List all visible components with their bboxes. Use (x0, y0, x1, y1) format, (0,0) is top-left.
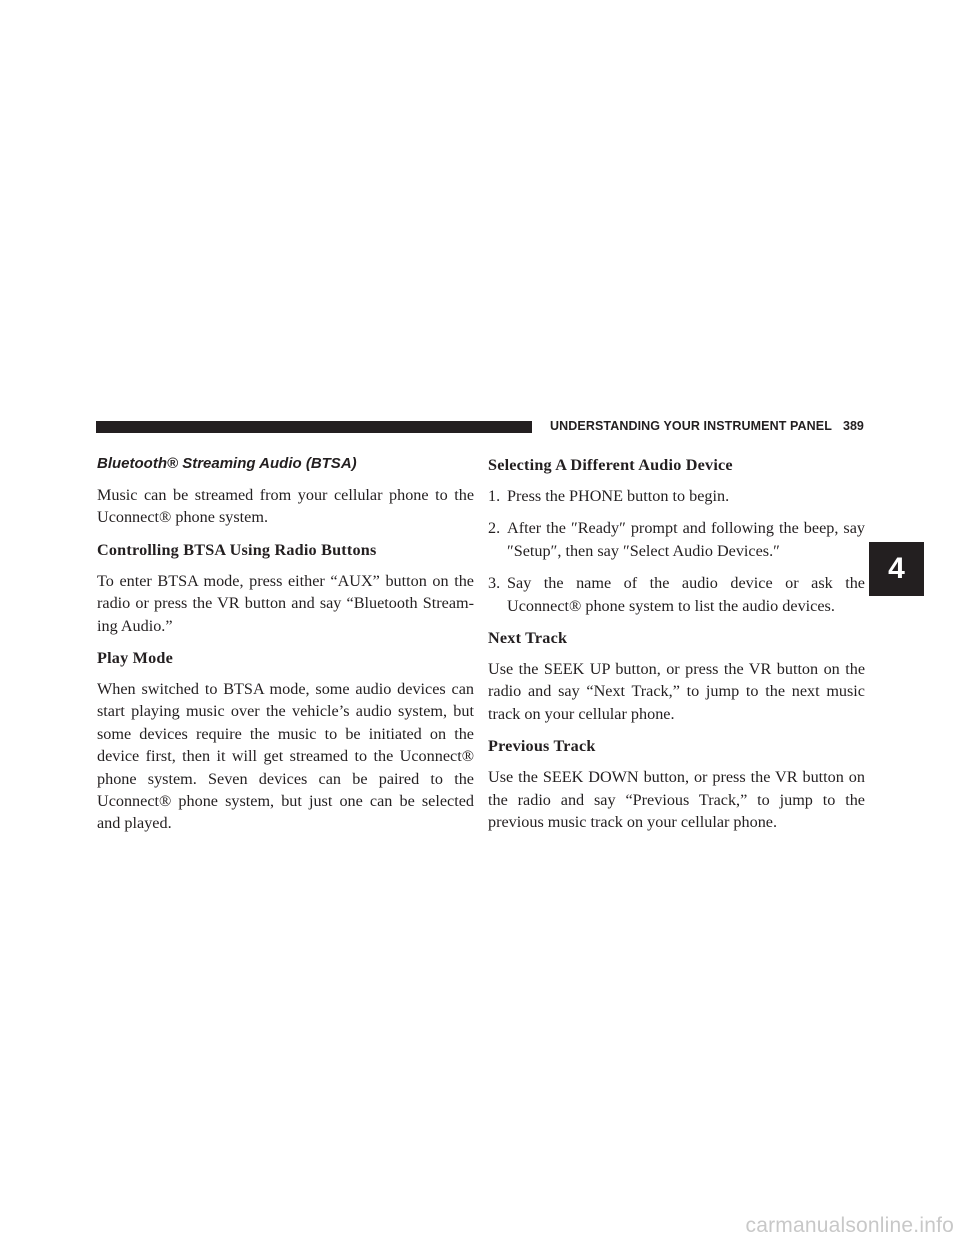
right-column (488, 454, 865, 843)
previous-track-paragraph: Use the SEEK DOWN button, or press the VR button on the radio and say “Previous Track,” to jump to the previous music track on your cellular phone. (488, 768, 865, 832)
play-mode-paragraph: When switched to BTSA mode, some audio devices can start playing music over the vehicle’s audio system, but some devices require the music to be initiated on the device first, then it will get streamed to the Uconnect® phone system. Seven devices can be paired to the Uconnect® phone system, but just one can be selected and played. (97, 680, 474, 833)
left-column (97, 454, 474, 845)
subheading-play-mode: Play Mode (97, 649, 173, 668)
header-rule (96, 421, 532, 433)
list-item (488, 517, 865, 562)
subheading-selecting-device: Selecting A Different Audio Device (488, 456, 733, 474)
step-text: Say the name of the audio device or ask the Uconnect® phone system to list the audio devices. (507, 574, 865, 615)
step-text: Press the PHONE button to begin. (507, 487, 730, 505)
controlling-paragraph: To enter BTSA mode, press either “AUX” button on the radio or press the VR button and say “Bluetooth Stream-ing Audio.” (97, 571, 474, 635)
list-item (488, 485, 865, 507)
intro-paragraph: Music can be streamed from your cellular phone to the Uconnect® phone system. (97, 486, 474, 527)
next-track-paragraph: Use the SEEK UP button, or press the VR button on the radio and say “Next Track,” to jump to the next music track on your cellular phone. (488, 660, 865, 723)
page-number: 389 (843, 419, 864, 433)
chapter-tab: 4 (869, 542, 924, 596)
step-text: After the ″Ready″ prompt and following the beep, say ″Setup″, then say ″Select Audio Devices.″ (507, 519, 865, 560)
subheading-previous-track: Previous Track (488, 737, 596, 756)
step-number: 1. (488, 487, 501, 505)
subheading-controlling-btsa: Controlling BTSA Using Radio Buttons (97, 540, 377, 559)
steps-list (488, 485, 865, 617)
subheading-next-track: Next Track (488, 629, 568, 648)
watermark: carmanualsonline.info (745, 1214, 954, 1237)
section-heading-btsa: Bluetooth® Streaming Audio (BTSA) (97, 455, 357, 472)
running-header-title: UNDERSTANDING YOUR INSTRUMENT PANEL (550, 419, 832, 433)
list-item (488, 572, 865, 617)
step-number: 2. (488, 519, 501, 538)
step-number: 3. (488, 574, 501, 593)
